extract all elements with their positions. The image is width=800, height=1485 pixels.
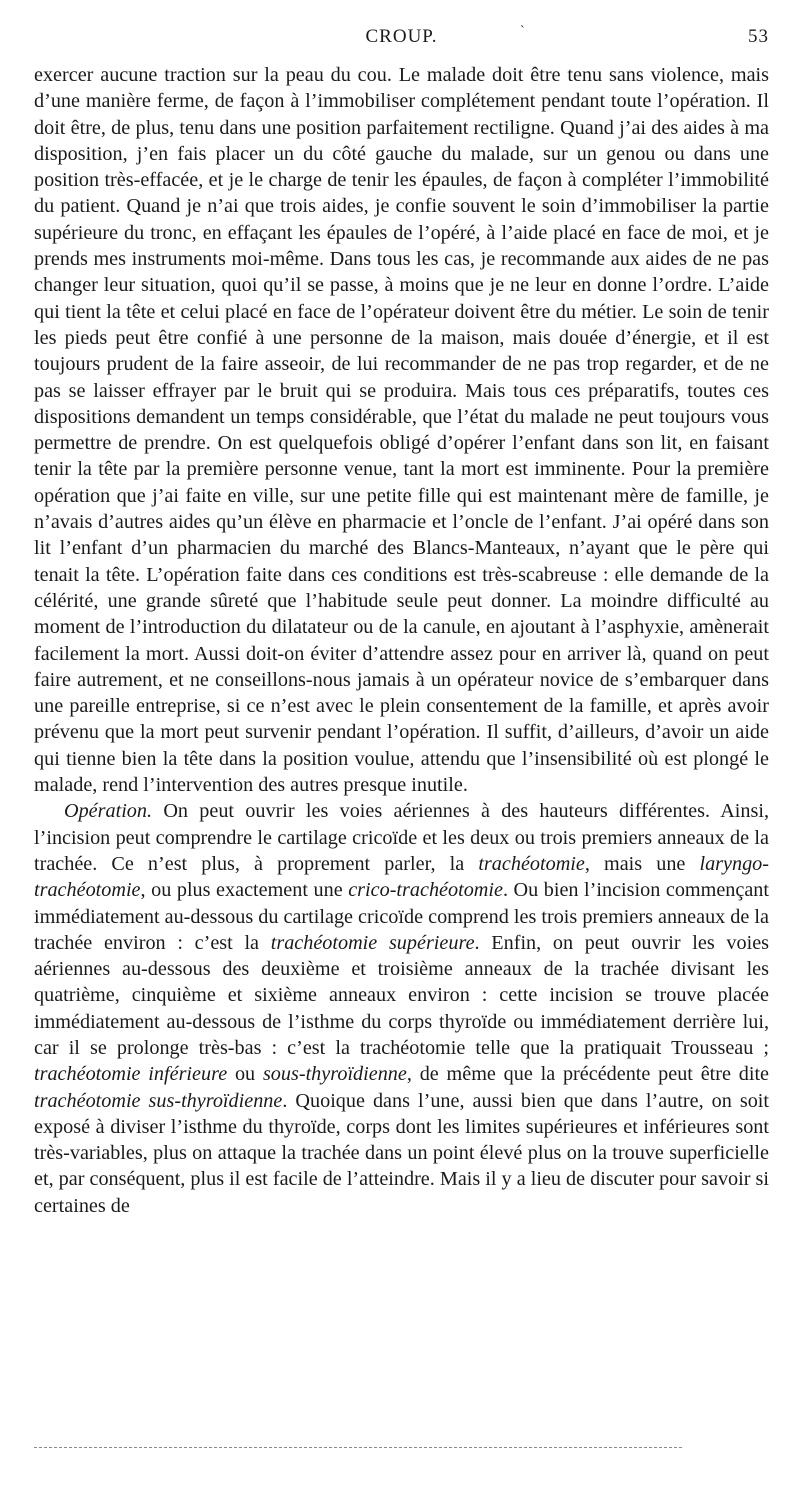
term-sous-thyroidienne: sous-thyroïdienne bbox=[262, 1063, 407, 1086]
footer-divider bbox=[34, 1447, 682, 1448]
text-run: . Ou bien l’incision commençant immédiatement au-dessous du cartilage cricoïde comprend les trois premiers anneaux de la trachée environ : c’est la bbox=[34, 879, 769, 954]
term-crico-tracheotomie: crico-trachéotomie bbox=[348, 879, 503, 902]
section-heading-operation: Opération. bbox=[64, 800, 153, 823]
text-run: . Quoique dans l’une, aussi bien que dans l’autre, on soit exposé à diviser l’isthme du thyroïde, corps dont les limites supérieures et inférieures sont très-variables, plus on attaque la trachée dans un point élevé plus on la trouve superficielle et, par conséquent, plus il est facile de l’atteindre. Mais il y a lieu de discuter pour savoir si certaines de bbox=[34, 1089, 770, 1217]
text-run: , ou plus exactement une bbox=[140, 879, 349, 902]
paragraph-1-text: exercer aucune traction sur la peau du cou. Le malade doit être tenu sans violence, mais d’une manière ferme, de façon à l’immobiliser complétement pendant toute l’opération. Il doit être, de plus, tenu dans une position parfaitement rectiligne. Quand j’ai des aides à ma disposition, j’en fais placer un du côté gauche du malade, sur un genou ou dans une position très-effacée, et je le charge de tenir les épaules, de façon à compléter l’immobilité du patient. Quand je n’ai que trois aides, je confie souvent le soin d’immobiliser la partie supérieure du tronc, en effaçant les épaules de l’opéré, à l’aide placé en face de moi, et je prends mes instruments moi-même. Dans tous les cas, je recommande aux aides de ne pas changer leur situation, quoi qu’il se passe, à moins que je ne leur en donne l’ordre. L’aide qui tient la tête et celui placé en face de l’opérateur doivent être du métier. Le soin de tenir les pieds peut être confié à une personne de la maison, mais douée d’énergie, et il est toujours prudent de la faire asseoir, de lui recommander de ne pas trop regarder, et de ne pas se laisser effrayer par le bruit qui se produira. Mais tous ces préparatifs, toutes ces dispositions demandent un temps considérable, que l’état du malade ne peut toujours vous permettre de prendre. On est quelquefois obligé d’opérer l’enfant dans son lit, en faisant tenir la tête par la première personne venue, tant la mort est imminente. Pour la première opération que j’ai faite en ville, sur une petite fille qui est maintenant mère de famille, je n’avais d’autres aides qu’un élève en pharmacie et l’oncle de l’enfant. J’ai opéré dans son lit l’enfant d’un pharmacien du marché des Blancs-Manteaux, n’ayant que le père qui tenait la tête. L’opération faite dans ces conditions est très-scabreuse : elle demande de la célérité, une grande sûreté que l’habitude seule peut donner. La moindre difficulté au moment de l’introduction du dilatateur ou de la canule, en ajoutant à l’asphyxie, amènerait facilement la mort. Aussi doit-on éviter d’attendre assez pour en arriver là, quand on peut faire autrement, et ne conseillons-nous jamais à un opérateur novice de s’embarquer dans une pareille entreprise, si ce n’est avec le plein consentement de la famille, et après avoir prévenu que la mort peut survenir pendant l’opération. Il suffit, d’ailleurs, d’avoir un aide qui tienne bien la tête dans la position voulue, attendu que l’insensibilité où est plongé le malade, rend l’intervention des autres presque inutile. bbox=[34, 64, 769, 797]
term-tracheotomie-inferieure: trachéotomie inférieure bbox=[34, 1063, 228, 1086]
body-text bbox=[34, 62, 769, 1219]
running-title: CROUP. bbox=[365, 26, 438, 47]
term-laryngo-tracheotomie: laryngo-trachéotomie bbox=[34, 852, 769, 902]
term-tracheotomie-superieure: trachéotomie supérieure bbox=[270, 931, 475, 954]
header-mark: ` bbox=[520, 24, 526, 39]
text-run: ou bbox=[227, 1063, 263, 1086]
text-run: , de même que la précédente peut être dite bbox=[406, 1063, 770, 1086]
text-run: . Enfin, on peut ouvrir les voies aériennes au-dessous des deuxième et troisième anneaux de la trachée divisant les quatrième, cinquième et sixième anneaux environ : cette incision se trouve placée immédiatement au-dessous de l’isthme du corps thyroïde ou immédiatement derrière lui, car il se prolonge très-bas : c’est la trachéotomie telle que la pratiquait Trousseau ; bbox=[34, 931, 770, 1059]
text-run: , mais une bbox=[584, 852, 700, 875]
term-tracheotomie-sus-thyroidienne: trachéotomie sus-thyroïdienne bbox=[34, 1089, 283, 1112]
paragraph-2 bbox=[34, 798, 769, 1219]
text-run: On peut ouvrir les voies aériennes à des hauteurs différentes. Ainsi, l’incision peut comprendre le cartilage cricoïde et les deux ou trois premiers anneaux de la trachée. Ce n’est plus, à proprement parler, la bbox=[34, 800, 769, 875]
paragraph-1 bbox=[34, 62, 769, 798]
page-header bbox=[34, 26, 769, 56]
term-tracheotomie: trachéotomie bbox=[478, 852, 585, 875]
page-number: 53 bbox=[748, 26, 769, 47]
